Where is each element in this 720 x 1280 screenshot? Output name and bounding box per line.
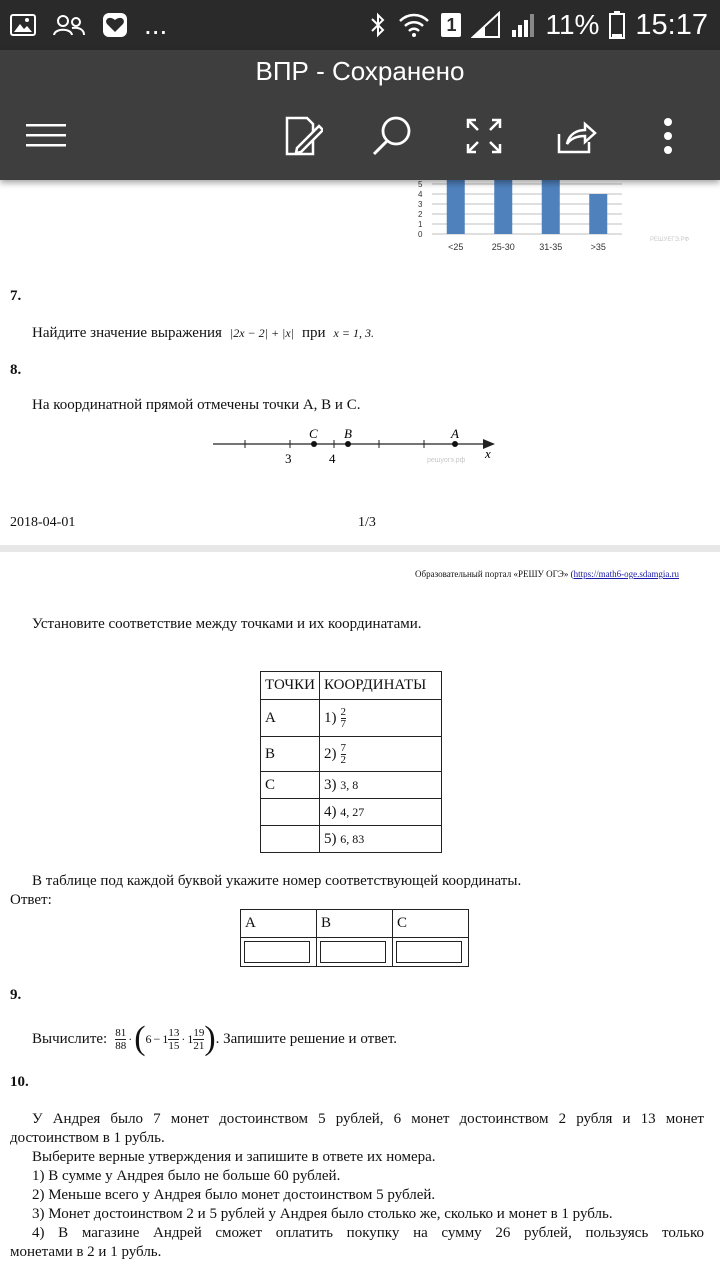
q9-mixed-2-fraction [193, 1027, 204, 1052]
page-footer-date: 2018-04-01 [10, 515, 76, 530]
battery-icon [609, 10, 625, 40]
document-title: ВПР - Сохранено [255, 56, 465, 86]
age-bar-chart [412, 175, 690, 263]
coord-value: 6, 83 [340, 831, 365, 846]
table-header-row [261, 672, 442, 700]
search-icon [370, 114, 414, 158]
coordinate-cell [320, 700, 442, 737]
coordinate-cell [320, 799, 442, 826]
coord-value: 3, 8 [340, 777, 359, 792]
point-cell [261, 799, 320, 826]
table-row [261, 700, 442, 737]
question-10-text [10, 1110, 704, 1262]
y-tick-label: 2 [418, 210, 423, 219]
q7-prompt: Найдите значение выражения [32, 325, 222, 341]
search-button[interactable] [368, 112, 416, 160]
q7-condition: x = 1, 3. [333, 326, 374, 340]
q9-prompt: Вычислите: [32, 1030, 108, 1047]
answer-input-row [241, 938, 469, 967]
q9-tail: . Запишите решение и ответ. [215, 1030, 398, 1047]
x-tick-label: 31-35 [539, 242, 563, 252]
app-toolbar [0, 50, 720, 180]
point-cell: С [261, 772, 320, 799]
coordinate-cell [320, 772, 442, 799]
correspondence-table [260, 671, 442, 853]
battery-percent: 11% [545, 9, 600, 40]
q10-option-2: 2) Меньше всего у Андрея было монет достоинством 5 рублей. [32, 1187, 436, 1203]
answer-input-a[interactable] [244, 941, 310, 963]
frac-denominator: 88 [115, 1039, 127, 1052]
more-options-button[interactable] [644, 112, 692, 160]
frac-numerator: 19 [193, 1026, 205, 1039]
q10-line: достоинством в 1 рубль. [10, 1130, 165, 1146]
coordinate-cell [320, 826, 442, 853]
answer-header-a: А [241, 910, 317, 938]
answer-input-c[interactable] [396, 941, 462, 963]
status-notifications [10, 10, 167, 40]
q9-mixed-2-whole: 1 [187, 1031, 194, 1046]
gallery-icon [10, 13, 36, 37]
coord-number: 1) [324, 709, 337, 726]
status-bar [0, 0, 720, 50]
label-4: 4 [329, 451, 336, 466]
answer-header-b: В [317, 910, 393, 938]
number-line [205, 424, 505, 472]
header-points: ТОЧКИ [261, 672, 320, 700]
fullscreen-button[interactable] [460, 112, 508, 160]
coord-number: 5) [324, 830, 337, 847]
portal-link[interactable]: https://math6-oge.sdamgia.ru [573, 569, 680, 579]
frac-numerator: 13 [168, 1026, 180, 1039]
page-header [415, 569, 679, 579]
menu-button[interactable] [22, 112, 70, 160]
edit-document-icon [281, 114, 323, 158]
q9-mixed-1-fraction [168, 1027, 179, 1052]
question-9-number: 9. [10, 987, 22, 1003]
table-row [261, 737, 442, 772]
q10-line: У Андрея было 7 монет достоинством 5 рублей, 6 монет достоинством 2 рубля и 13 монет [32, 1111, 704, 1127]
table-row [261, 799, 442, 826]
x-tick-label: >35 [590, 242, 606, 252]
frac-denominator: 2 [340, 753, 347, 766]
sim-badge: 1 [441, 13, 461, 37]
point-cell: А [261, 700, 320, 737]
q9-fraction-1 [115, 1027, 126, 1052]
share-button[interactable] [553, 112, 601, 160]
answer-cell-a [241, 938, 317, 967]
match-instruction: Установите соответствие между точками и их координатами. [32, 616, 422, 632]
bar [589, 194, 607, 234]
answer-instruction: В таблице под каждой буквой укажите номер соответствующей координаты. [32, 873, 522, 889]
q10-line: Выберите верные утверждения и запишите в ответе их номера. [32, 1149, 436, 1165]
coord-number: 2) [324, 745, 337, 762]
answer-input-b[interactable] [320, 941, 386, 963]
portal-name: Образовательный портал «РЕШУ ОГЭ» ( [415, 569, 574, 579]
frac-numerator: 81 [115, 1026, 127, 1039]
share-icon [555, 116, 599, 156]
question-8-text: На координатной прямой отмечены точки A, B и C. [32, 397, 361, 413]
question-10-number: 10. [10, 1074, 29, 1090]
q10-option-4: 4) В магазине Андрей сможет оплатить покупку на сумму 26 рублей, пользуясь только [32, 1225, 704, 1241]
answer-cell-c [393, 938, 469, 967]
label-3: 3 [285, 451, 292, 466]
chart-watermark: РЕШУЕГЭ.РФ [650, 237, 690, 243]
coord-fraction [341, 707, 347, 730]
bar [494, 175, 512, 234]
q10-line: монетами в 2 и 1 рубль. [10, 1244, 162, 1260]
more-vert-icon [662, 116, 674, 156]
label-x: x [485, 446, 491, 461]
status-indicators [369, 8, 708, 42]
signal-icon-2 [511, 11, 535, 39]
question-9-expression: Вычислите: 81 88 · ( 6 − 1 13 15 · 1 19 21 ) . Запишите решение и ответ. [32, 1020, 398, 1057]
bluetooth-icon [369, 11, 387, 39]
wifi-icon [397, 11, 431, 39]
y-tick-label: 5 [418, 180, 423, 189]
y-tick-label: 0 [418, 230, 423, 239]
question-8-number: 8. [10, 362, 22, 378]
edit-button[interactable] [278, 112, 326, 160]
x-tick-label: <25 [448, 242, 464, 252]
bar [447, 175, 465, 234]
point-c [311, 441, 317, 447]
point-cell: В [261, 737, 320, 772]
coord-value: 4, 27 [340, 804, 365, 819]
coord-fraction [341, 743, 347, 766]
answer-label: Ответ: [10, 892, 52, 908]
question-7-number: 7. [10, 288, 22, 304]
answer-table [240, 909, 469, 967]
answer-header-c: С [393, 910, 469, 938]
label-b: B [344, 426, 352, 441]
page-separator [0, 545, 720, 552]
coordinate-cell [320, 737, 442, 772]
frac-numerator: 2 [340, 705, 347, 718]
more-notifications: ... [144, 9, 168, 40]
q10-option-3: 3) Монет достоинством 2 и 5 рублей у Андрея было столько же, сколько и монет в 1 рубль. [32, 1206, 613, 1222]
frac-numerator: 7 [340, 741, 347, 754]
table-row [261, 772, 442, 799]
frac-denominator: 15 [168, 1039, 180, 1052]
hamburger-icon [24, 121, 68, 151]
y-tick-label: 1 [418, 220, 423, 229]
heart-app-icon [102, 12, 128, 38]
frac-denominator: 7 [340, 717, 347, 730]
bar [542, 175, 560, 234]
label-c: C [309, 426, 318, 441]
clock: 15:17 [635, 8, 708, 41]
coord-number: 4) [324, 803, 337, 820]
point-b [345, 441, 351, 447]
contacts-icon [52, 13, 86, 37]
y-tick-label: 4 [418, 190, 423, 199]
point-a [452, 441, 458, 447]
label-a: A [451, 426, 459, 441]
coord-number: 3) [324, 776, 337, 793]
answer-header-row [241, 910, 469, 938]
q7-at: при [301, 325, 326, 341]
expand-icon [464, 116, 504, 156]
x-tick-label: 25-30 [491, 242, 515, 252]
frac-denominator: 21 [193, 1039, 205, 1052]
answer-cell-b [317, 938, 393, 967]
page-footer-number: 1/3 [358, 515, 376, 530]
number-line-watermark: решуогэ.рф [427, 457, 466, 464]
q10-option-1: 1) В сумме у Андрея было не больше 60 рублей. [32, 1168, 341, 1184]
table-row [261, 826, 442, 853]
point-cell [261, 826, 320, 853]
q7-expression: |2x − 2| + |x| [229, 326, 294, 340]
header-coordinates: КООРДИНАТЫ [320, 672, 442, 700]
q9-mixed-1-whole: 1 [162, 1031, 169, 1046]
y-tick-label: 3 [418, 200, 423, 209]
bar-chart-svg [412, 175, 690, 263]
question-7-text [32, 325, 374, 342]
q9-six: 6 [145, 1031, 152, 1046]
signal-icon-1 [471, 11, 501, 39]
